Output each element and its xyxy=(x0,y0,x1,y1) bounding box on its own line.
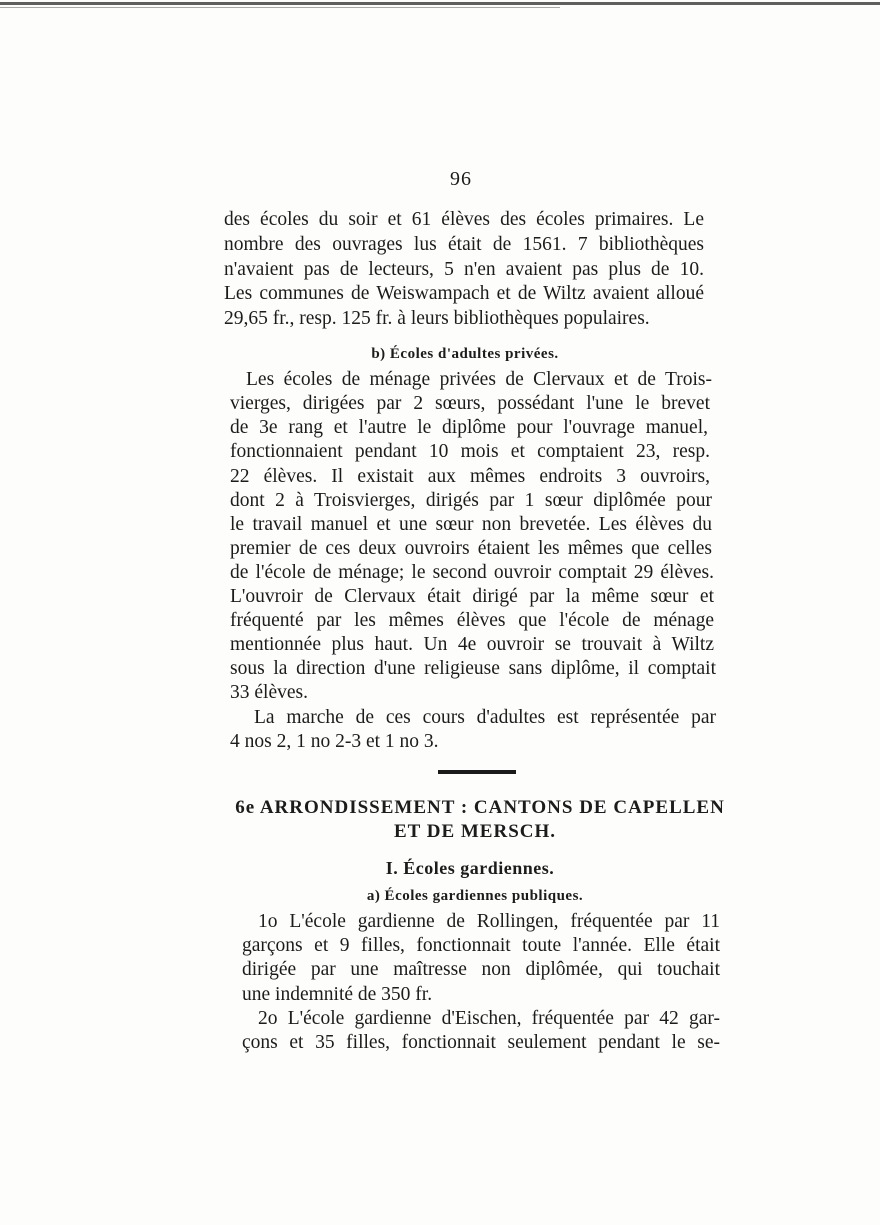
text-line: 2o L'école gardienne d'Eischen, fréquentée par 42 gar- xyxy=(258,1008,720,1029)
page-number: 96 xyxy=(450,168,472,190)
text-line: 33 élèves. xyxy=(230,682,308,703)
subheading-private-adult-schools: b) Écoles d'adultes privées. xyxy=(371,346,559,362)
text-line: vierges, dirigées par 2 sœurs, possédant l'une le brevet xyxy=(230,393,710,414)
text-line: 4 nos 2, 1 no 2-3 et 1 no 3. xyxy=(230,731,439,752)
text-line: sous la direction d'une religieuse sans diplôme, il comptait xyxy=(230,658,716,679)
text-line: garçons et 9 filles, fonctionnait toute l'année. Elle était xyxy=(242,935,720,956)
text-line: le travail manuel et une sœur non brevetée. Les élèves du xyxy=(230,514,712,535)
text-line: nombre des ouvrages lus était de 1561. 7 bibliothèques xyxy=(224,234,704,255)
scan-edge-line xyxy=(0,2,880,5)
text-line: çons et 35 filles, fonctionnait seulement pendant le se- xyxy=(242,1032,720,1053)
text-line: 22 élèves. Il existait aux mêmes endroits 3 ouvroirs, xyxy=(230,466,710,487)
scan-edge-line xyxy=(0,7,560,8)
text-line: premier de ces deux ouvroirs étaient les mêmes que celles xyxy=(230,538,712,559)
text-line: 29,65 fr., resp. 125 fr. à leurs bibliothèques populaires. xyxy=(224,308,650,329)
text-line: fonctionnaient pendant 10 mois et comptaient 23, resp. xyxy=(230,441,710,462)
text-line: dirigée par une maîtresse non diplômée, qui touchait xyxy=(242,959,720,980)
subsection-heading-ecoles-gardiennes: I. Écoles gardiennes. xyxy=(385,858,555,878)
scan-top-edge xyxy=(0,0,880,12)
section-divider xyxy=(438,770,516,774)
text-line: n'avaient pas de lecteurs, 5 n'en avaient pas plus de 10. xyxy=(224,259,704,280)
text-line: La marche de ces cours d'adultes est représentée par xyxy=(254,707,716,728)
text-line: une indemnité de 350 fr. xyxy=(242,984,433,1005)
text-line: Les écoles de ménage privées de Clervaux et de Trois- xyxy=(246,369,712,390)
text-line: de 3e rang et l'autre le diplôme pour l'ouvrage manuel, xyxy=(230,417,708,438)
text-line: Les communes de Weiswampach et de Wiltz avaient alloué xyxy=(224,283,704,304)
text-line: L'ouvroir de Clervaux était dirigé par la même sœur et xyxy=(230,586,714,607)
section-heading-arrondissement-cont: ET DE MERSCH. xyxy=(393,821,557,842)
text-line: de l'école de ménage; le second ouvroir comptait 29 élèves. xyxy=(230,562,714,583)
text-line: fréquenté par les mêmes élèves que l'école de ménage xyxy=(230,610,714,631)
text-line: des écoles du soir et 61 élèves des écoles primaires. Le xyxy=(224,209,704,230)
section-heading-arrondissement: 6e ARRONDISSEMENT : CANTONS DE CAPELLEN xyxy=(235,797,725,818)
text-line: 1o L'école gardienne de Rollingen, fréquentée par 11 xyxy=(258,911,720,932)
subheading-public-ecoles-gardiennes: a) Écoles gardiennes publiques. xyxy=(366,888,584,904)
text-line: dont 2 à Troisvierges, dirigés par 1 sœur diplômée pour xyxy=(230,490,712,511)
text-line: mentionnée plus haut. Un 4e ouvroir se trouvait à Wiltz xyxy=(230,634,714,655)
